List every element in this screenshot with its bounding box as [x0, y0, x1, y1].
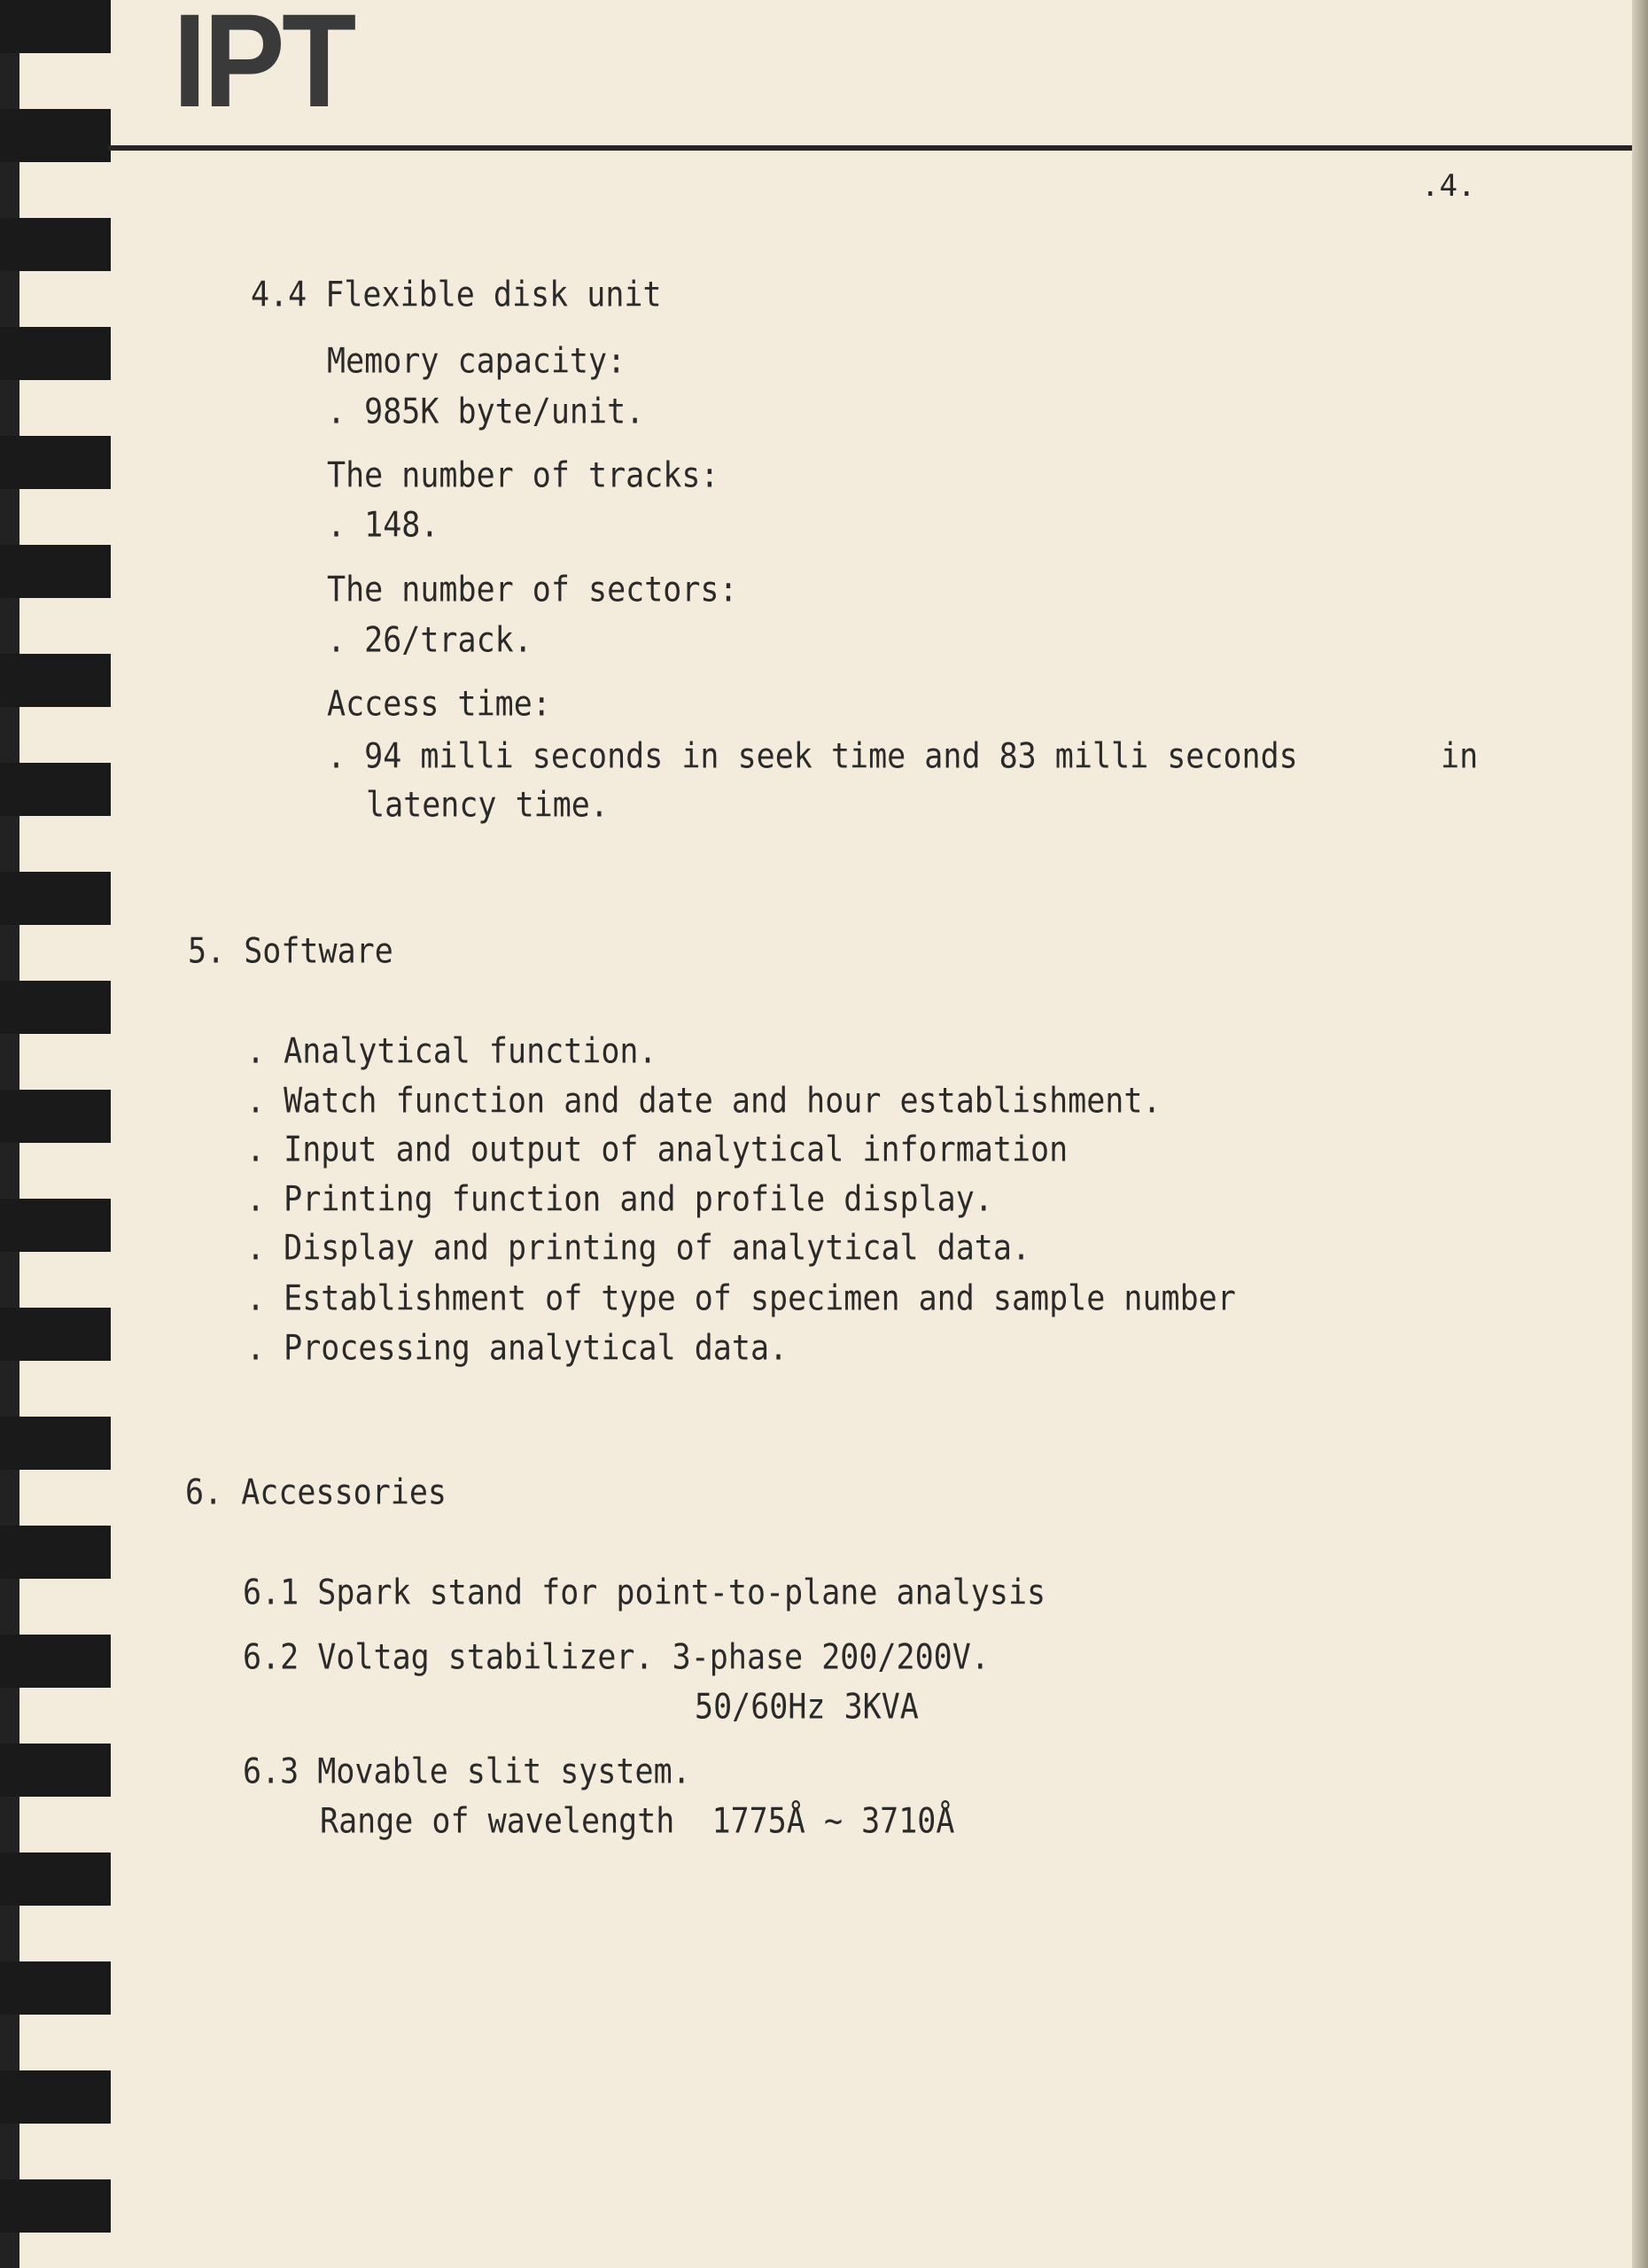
- section-5-title: 5. Software: [188, 931, 393, 972]
- access-label: Access time:: [327, 684, 551, 725]
- tracks-value: . 148.: [327, 505, 439, 546]
- accessory-6-2: 6.2 Voltag stabilizer. 3-phase 200/200V.: [243, 1637, 990, 1678]
- access-value-cont: latency time.: [366, 785, 609, 826]
- sectors-label: The number of sectors:: [327, 570, 738, 610]
- access-value: . 94 milli seconds in seek time and 83 milli seconds: [327, 736, 1298, 777]
- software-item: . Display and printing of analytical data.: [246, 1228, 1031, 1269]
- memory-label: Memory capacity:: [327, 341, 626, 382]
- wavelength-range: Range of wavelength 1775Å ~ 3710Å: [320, 1801, 955, 1842]
- software-item: . Watch function and date and hour establishment.: [246, 1081, 1162, 1122]
- page-edge: [1632, 0, 1648, 2268]
- ipt-logo: IPT: [173, 0, 354, 135]
- section-6-title: 6. Accessories: [185, 1472, 447, 1513]
- memory-value: . 985K byte/unit.: [327, 392, 645, 432]
- tracks-label: The number of tracks:: [327, 455, 719, 496]
- accessory-6-1: 6.1 Spark stand for point-to-plane analysis: [243, 1573, 1046, 1613]
- section-4-4-title: 4.4 Flexible disk unit: [251, 275, 662, 315]
- header-rule: [108, 145, 1632, 151]
- software-item: . Analytical function.: [246, 1031, 657, 1072]
- sectors-value: . 26/track.: [327, 620, 532, 661]
- spiral-binding: [0, 0, 111, 2268]
- software-item: . Input and output of analytical information: [246, 1130, 1069, 1170]
- software-item: . Processing analytical data.: [246, 1328, 789, 1369]
- accessory-6-2-cont: 50/60Hz 3KVA: [695, 1687, 919, 1728]
- accessory-6-3: 6.3 Movable slit system.: [243, 1751, 691, 1792]
- software-item: . Printing function and profile display.: [246, 1179, 993, 1220]
- access-value-end: in: [1441, 736, 1479, 777]
- page-number: .4.: [1421, 168, 1476, 204]
- software-item: . Establishment of type of specimen and sample number: [246, 1278, 1236, 1319]
